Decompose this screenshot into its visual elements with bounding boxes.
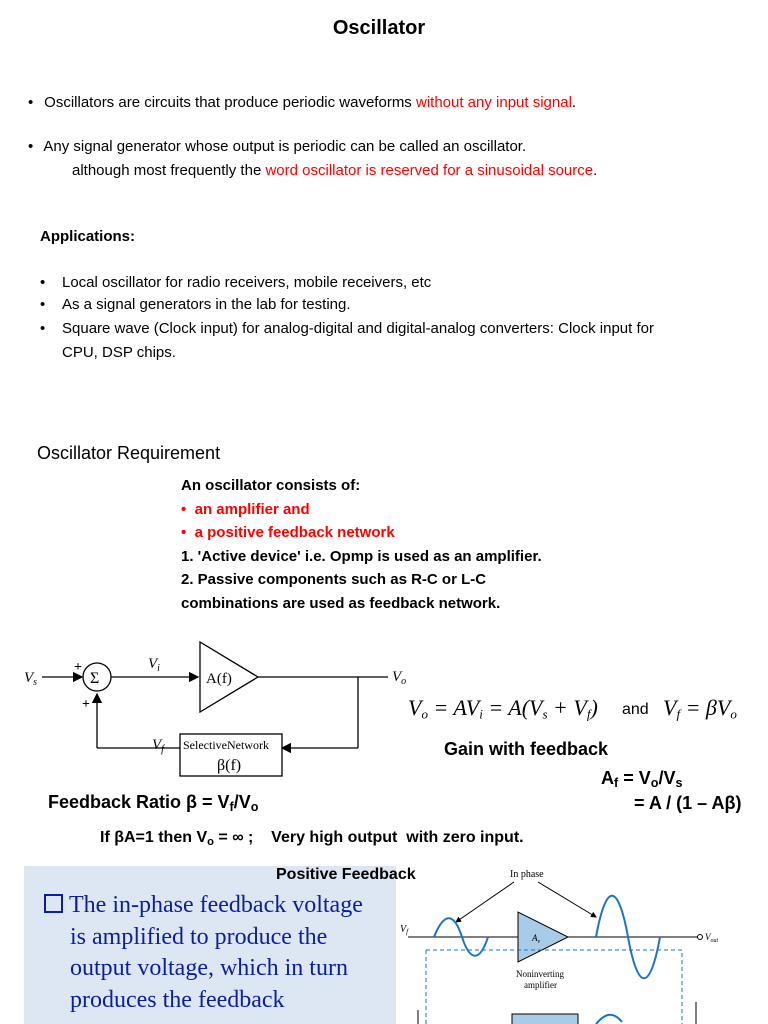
plus-sign: +	[82, 697, 90, 712]
cond-sub: o	[207, 835, 214, 848]
noninverting-amplifier	[518, 912, 568, 962]
application-item	[40, 318, 654, 340]
application-item-continuation: CPU, DSP chips.	[62, 344, 176, 361]
positive-feedback-heading: Positive Feedback	[276, 866, 416, 883]
application-item	[40, 272, 431, 294]
pf-line: output voltage, which in turn	[70, 955, 348, 981]
bullet-2b-highlight: word oscillator is reserved for a sinusoidal source	[265, 162, 594, 179]
vf-label: $V_f$	[152, 737, 164, 755]
ratio-sub: f	[229, 800, 234, 815]
bullet-2-continuation	[72, 160, 597, 182]
consists-text: An oscillator consists of:	[181, 477, 361, 494]
cond-text: = ∞ ; Very high output with zero input.	[213, 829, 524, 846]
bullet-1	[28, 92, 576, 114]
in-phase-label: In phase	[510, 869, 544, 880]
positive-feedback-text	[44, 890, 363, 1016]
pf-line	[44, 890, 363, 922]
eq-sub-f: f	[676, 706, 681, 722]
bullet-2b-text: although most frequently the	[72, 162, 266, 179]
ratio-sub: o	[250, 800, 259, 815]
bullet-2-text: Any signal generator whose output is periodic can be called an oscillator.	[43, 138, 527, 155]
bullet-dot-icon: •	[40, 320, 46, 337]
page-title: Oscillator	[332, 17, 426, 39]
eq-sub-s: s	[542, 706, 548, 722]
in-phase-arrow-right	[538, 882, 596, 917]
eq-part: = AV	[427, 695, 480, 720]
requirement-line: 2. Passive components such as R-C or L-C	[181, 571, 487, 588]
network-label: SelectiveNetwork	[183, 738, 269, 752]
vs-label: $V_s$	[24, 670, 38, 688]
eq-sub-i: i	[479, 706, 483, 722]
plus-sign: +	[74, 660, 82, 675]
checkbox-square-icon	[44, 894, 63, 913]
application-item	[40, 294, 351, 316]
beta-label: β(f)	[217, 757, 242, 774]
requirement-heading: Oscillator Requirement	[37, 443, 221, 463]
eq-vf: V	[663, 695, 677, 720]
requirement-block	[181, 474, 542, 615]
bullet-dot-icon: •	[181, 524, 187, 541]
eq-part: )	[590, 695, 598, 720]
af-sub: o	[650, 776, 659, 791]
sigma-symbol: Σ	[90, 670, 100, 687]
eq-part: + V	[547, 695, 587, 720]
vi-label: $V_i$	[148, 656, 160, 674]
noninverting-label: Noninverting	[516, 969, 564, 979]
application-item-text: Square wave (Clock input) for analog-digital and digital-analog converters: Clock input for	[62, 320, 654, 337]
ratio-text: /V	[233, 792, 251, 812]
feedback-ratio	[48, 792, 258, 814]
bullet-1-text: Oscillators are circuits that produce periodic waveforms	[44, 94, 416, 111]
af-sub: s	[675, 776, 683, 791]
output-terminal	[698, 935, 703, 940]
bullet-2	[28, 136, 526, 158]
in-phase-arrow-left	[456, 882, 514, 922]
requirement-line: combinations are used as feedback network.	[181, 594, 501, 612]
gain-formula-line2: = A / (1 – Aβ)	[634, 793, 742, 813]
requirement-red-text: a positive feedback network	[194, 524, 395, 541]
condition-line	[100, 829, 524, 848]
application-item-text: Local oscillator for radio receivers, mobile receivers, etc	[62, 274, 432, 291]
vf-equation	[663, 695, 737, 722]
vo-label: $V_o$	[392, 669, 407, 687]
bullet-1-highlight: without any input signal	[415, 94, 572, 111]
bullet-1-end: .	[571, 94, 577, 111]
av-label: $A_v$	[532, 933, 541, 945]
af-part: /V	[658, 768, 676, 788]
requirement-line: 1. 'Active device' i.e. Opmp is used as an amplifier.	[181, 547, 542, 565]
eq-vo: V	[408, 695, 422, 720]
bullet-dot-icon: •	[28, 94, 34, 111]
bullet-dot-icon: •	[40, 296, 46, 313]
eq-part: = βV	[685, 695, 731, 720]
cond-text: If βA=1 then V	[100, 829, 208, 846]
vf-label: $V_f$	[400, 924, 409, 936]
requirement-red-item	[181, 521, 542, 545]
amplifier-label: A(f)	[206, 671, 232, 687]
pf-line-text: The in-phase feedback voltage	[69, 892, 363, 918]
bullet-dot-icon: •	[28, 138, 34, 155]
eq-sub-f: f	[586, 706, 591, 722]
feedback-block-diagram	[20, 630, 420, 790]
bullet-dot-icon: •	[40, 274, 46, 291]
eq-sub-o: o	[421, 706, 428, 722]
af-sub: f	[614, 776, 619, 791]
and-text: and	[622, 701, 649, 718]
positive-feedback-figure	[396, 862, 736, 1024]
af-part: = V	[618, 768, 651, 788]
gain-formula-line1	[601, 768, 682, 790]
feedback-sine-wave	[596, 1015, 622, 1024]
amplifier-label: amplifier	[524, 980, 557, 990]
requirement-red-item	[181, 498, 542, 522]
feedback-network-box	[512, 1014, 578, 1024]
main-equation	[408, 695, 598, 722]
applications-heading: Applications:	[40, 228, 136, 245]
af-label: A	[601, 768, 614, 788]
eq-part: = A(V	[482, 695, 543, 720]
vout-label: $V_{out}$	[705, 932, 719, 944]
requirement-red-text: an amplifier and	[194, 500, 310, 518]
gain-heading: Gain with feedback	[444, 739, 609, 759]
bullet-2b-end: .	[593, 162, 598, 179]
pf-line: produces the feedback	[70, 986, 285, 1013]
application-item-text: As a signal generators in the lab for testing.	[62, 296, 351, 313]
bullet-dot-icon: •	[181, 500, 187, 518]
eq-sub-o: o	[730, 706, 737, 722]
ratio-text: Feedback Ratio β = V	[48, 792, 230, 812]
pf-line: is amplified to produce the	[70, 923, 328, 950]
